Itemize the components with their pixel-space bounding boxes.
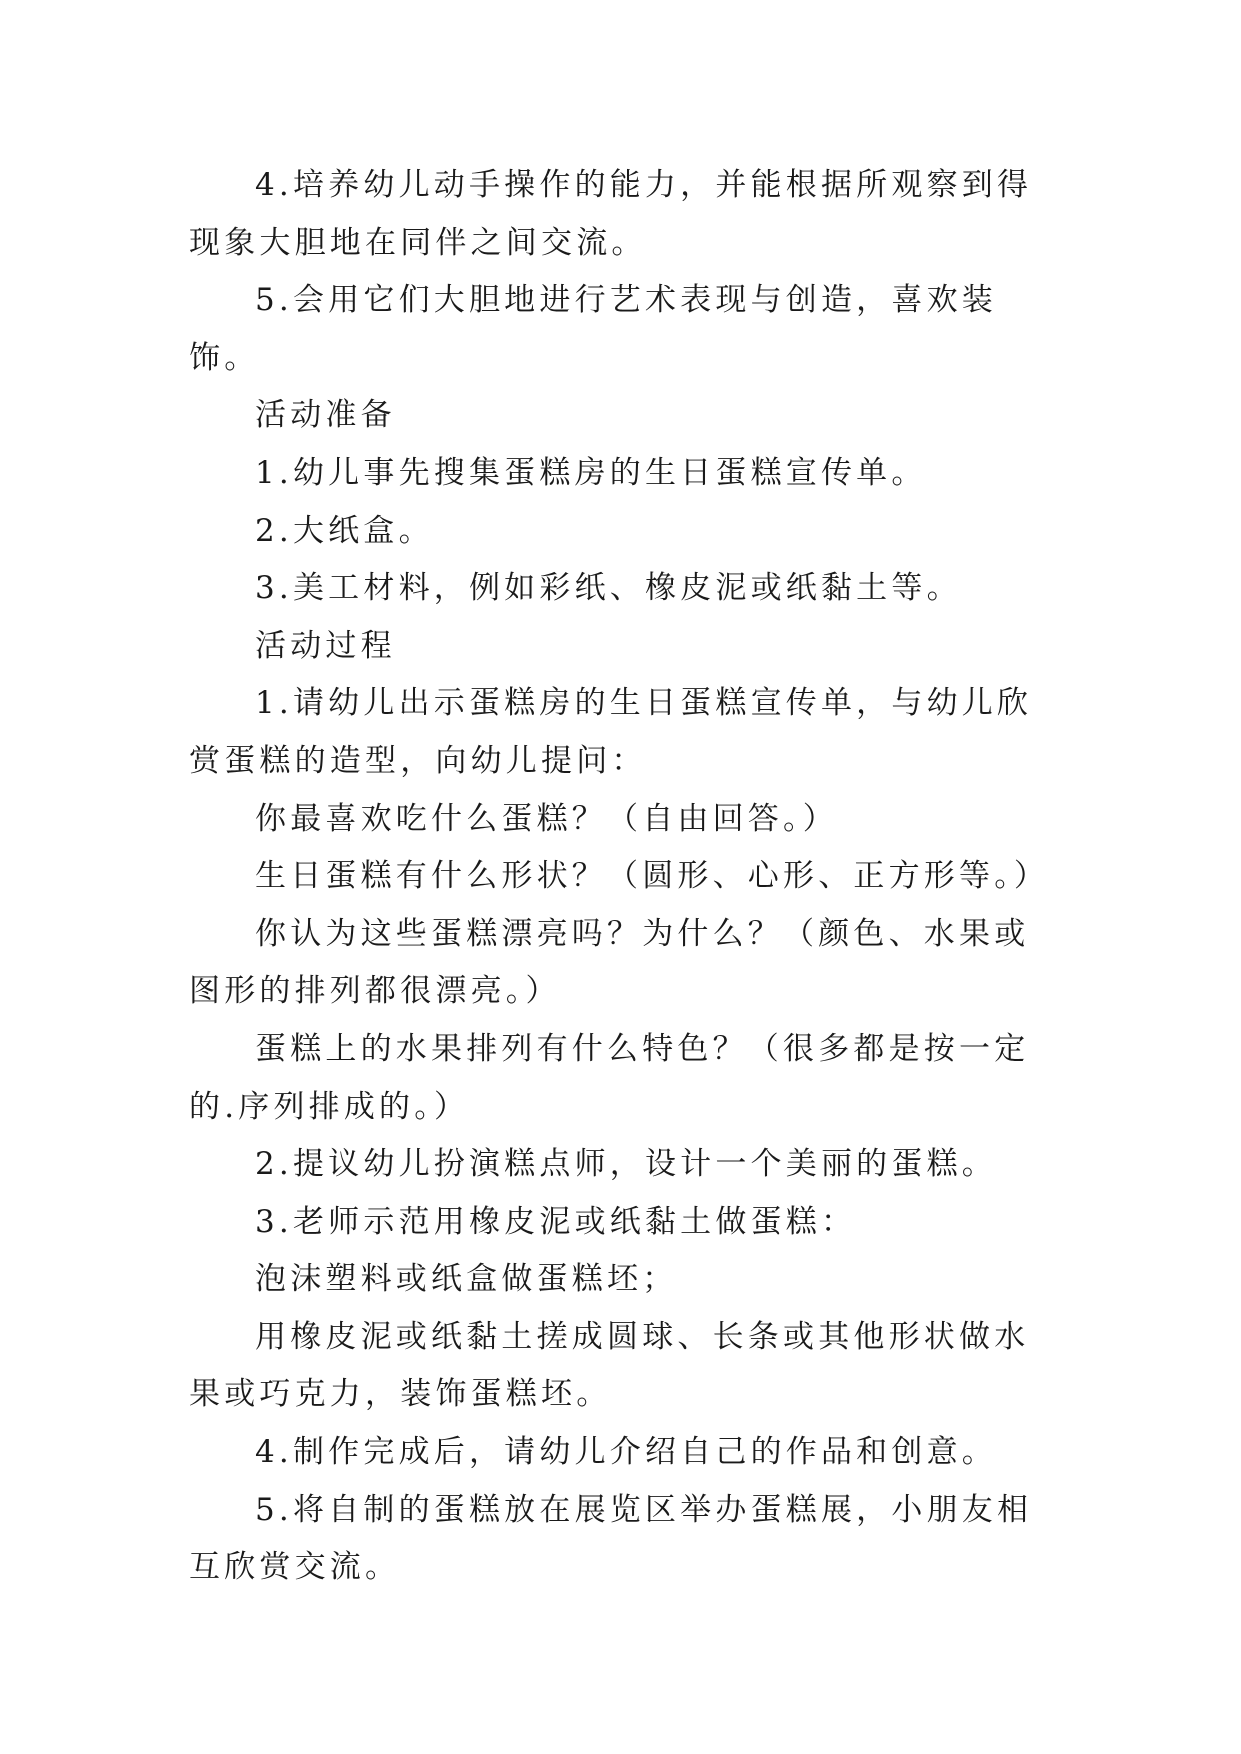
paragraph-process-2: 2.提议幼儿扮演糕点师，设计一个美丽的蛋糕。 (255, 1146, 997, 1183)
section-heading-preparation: 活动准备 (255, 397, 396, 434)
document-body (189, 157, 1049, 1597)
paragraph-process-4: 4.制作完成后，请幼儿介绍自己的作品和创意。 (255, 1434, 997, 1471)
paragraph-preparation-3: 3.美工材料，例如彩纸、橡皮泥或纸黏土等。 (255, 570, 962, 607)
paragraph-question-3: 你认为这些蛋糕漂亮吗？为什么？（颜色、水果或图形的排列都很漂亮。） (189, 915, 1030, 1010)
paragraph-process-1: 1.请幼儿出示蛋糕房的生日蛋糕宣传单，与幼儿欣赏蛋糕的造型，向幼儿提问： (189, 685, 1033, 779)
section-heading-process: 活动过程 (255, 627, 396, 664)
paragraph-process-3: 3.老师示范用橡皮泥或纸黏土做蛋糕： (255, 1203, 857, 1240)
paragraph-question-4: 蛋糕上的水果排列有什么特色？（很多都是按一定的.序列排成的。） (189, 1030, 1030, 1125)
paragraph-process-5: 5.将自制的蛋糕放在展览区举办蛋糕展，小朋友相互欣赏交流。 (189, 1491, 1033, 1586)
paragraph-objective-4: 4.培养幼儿动手操作的能力，并能根据所观察到得现象大胆地在同伴之间交流。 (189, 167, 1033, 261)
paragraph-objective-5: 5.会用它们大胆地进行艺术表现与创造，喜欢装饰。 (189, 282, 997, 376)
paragraph-question-1: 你最喜欢吃什么蛋糕？（自由回答。） (255, 800, 838, 837)
paragraph-question-2: 生日蛋糕有什么形状？（圆形、心形、正方形等。） (255, 858, 1050, 895)
paragraph-process-3-step-b: 用橡皮泥或纸黏土搓成圆球、长条或其他形状做水果或巧克力，装饰蛋糕坯。 (189, 1318, 1030, 1413)
paragraph-process-3-step-a: 泡沫塑料或纸盒做蛋糕坯； (255, 1261, 678, 1298)
paragraph-preparation-2: 2.大纸盒。 (255, 512, 434, 549)
paragraph-preparation-1: 1.幼儿事先搜集蛋糕房的生日蛋糕宣传单。 (255, 454, 927, 491)
